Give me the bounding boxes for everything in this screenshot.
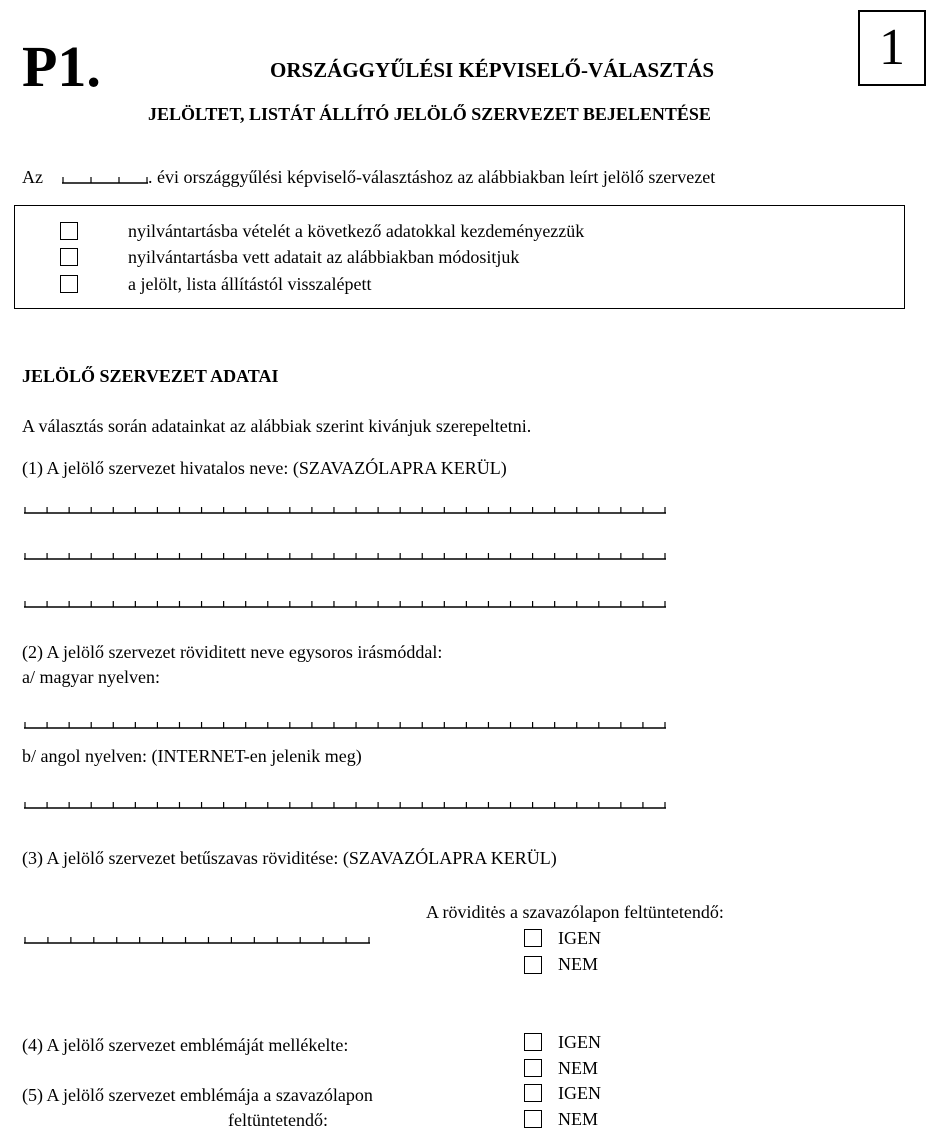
option-withdraw-label: a jelölt, lista állítástól visszalépett: [128, 274, 372, 294]
section-heading: JELÖLŐ SZERVEZET ADATAI: [22, 366, 279, 386]
q3-yes-label: IGEN: [558, 928, 601, 948]
q2-a-label: a/ magyar nyelven:: [22, 667, 160, 687]
form-subtitle: JELÖLTET, LISTÁT ÁLLÍTÓ JELÖLŐ SZERVEZET BEJELENTÉSE: [148, 104, 711, 124]
q5-label-line-1: (5) A jelölő szervezet emblémája a szavazólapon: [22, 1085, 373, 1105]
q3-no-checkbox[interactable]: [524, 956, 542, 974]
q5-no-checkbox[interactable]: [524, 1110, 542, 1128]
q3-acronym-field[interactable]: [24, 934, 370, 944]
intro-suffix: . évi országgyűlési képviselő-választáshoz az alábbiakban leírt jelölő szervezet: [148, 167, 716, 187]
q4-no-checkbox[interactable]: [524, 1059, 542, 1077]
q1-name-field-line-1[interactable]: [24, 504, 666, 514]
intro-prefix: Az: [22, 167, 43, 187]
q4-no-label: NEM: [558, 1058, 598, 1078]
form-code: P1.: [22, 34, 101, 99]
q3-no-label: NEM: [558, 954, 598, 974]
q3-yes-checkbox[interactable]: [524, 929, 542, 947]
year-input-field[interactable]: [62, 174, 148, 184]
option-modify-label: nyilvántartásba vett adatait az alábbiakban módositjuk: [128, 247, 520, 267]
q2-b-label: b/ angol nyelven: (INTERNET-en jelenik meg): [22, 746, 362, 766]
q2-label: (2) A jelölő szervezet röviditett neve egysoros irásmóddal:: [22, 642, 443, 662]
form-title: ORSZÁGGYŰLÉSI KÉPVISELŐ-VÁLASZTÁS: [270, 58, 715, 82]
q4-label: (4) A jelölő szervezet emblémáját mellékelte:: [22, 1035, 349, 1055]
q1-name-field-line-3[interactable]: [24, 598, 666, 608]
q2-hungarian-field[interactable]: [24, 719, 666, 729]
q2-english-field[interactable]: [24, 799, 666, 809]
q5-yes-label: IGEN: [558, 1083, 601, 1103]
option-register-checkbox[interactable]: [60, 222, 78, 240]
page-number-box: 1: [858, 10, 926, 86]
section-intro: A választás során adatainkat az alábbiak szerint kivánjuk szerepeltetni.: [22, 416, 532, 436]
option-withdraw-checkbox[interactable]: [60, 275, 78, 293]
q5-label-line-2: feltüntetendő:: [228, 1110, 328, 1130]
option-register-label: nyilvántartásba vételét a következő adatokkal kezdeményezzük: [128, 221, 585, 241]
q1-name-field-line-2[interactable]: [24, 550, 666, 560]
q3-display-question: A röviditės a szavazólapon feltüntetendő:: [426, 902, 724, 922]
q1-label: (1) A jelölő szervezet hivatalos neve: (SZAVAZÓLAPRA KERÜL): [22, 458, 507, 478]
q3-label: (3) A jelölő szervezet betűszavas röviditése: (SZAVAZÓLAPRA KERÜL): [22, 848, 557, 868]
q5-yes-checkbox[interactable]: [524, 1084, 542, 1102]
q5-no-label: NEM: [558, 1109, 598, 1129]
q4-yes-checkbox[interactable]: [524, 1033, 542, 1051]
option-modify-checkbox[interactable]: [60, 248, 78, 266]
q4-yes-label: IGEN: [558, 1032, 601, 1052]
